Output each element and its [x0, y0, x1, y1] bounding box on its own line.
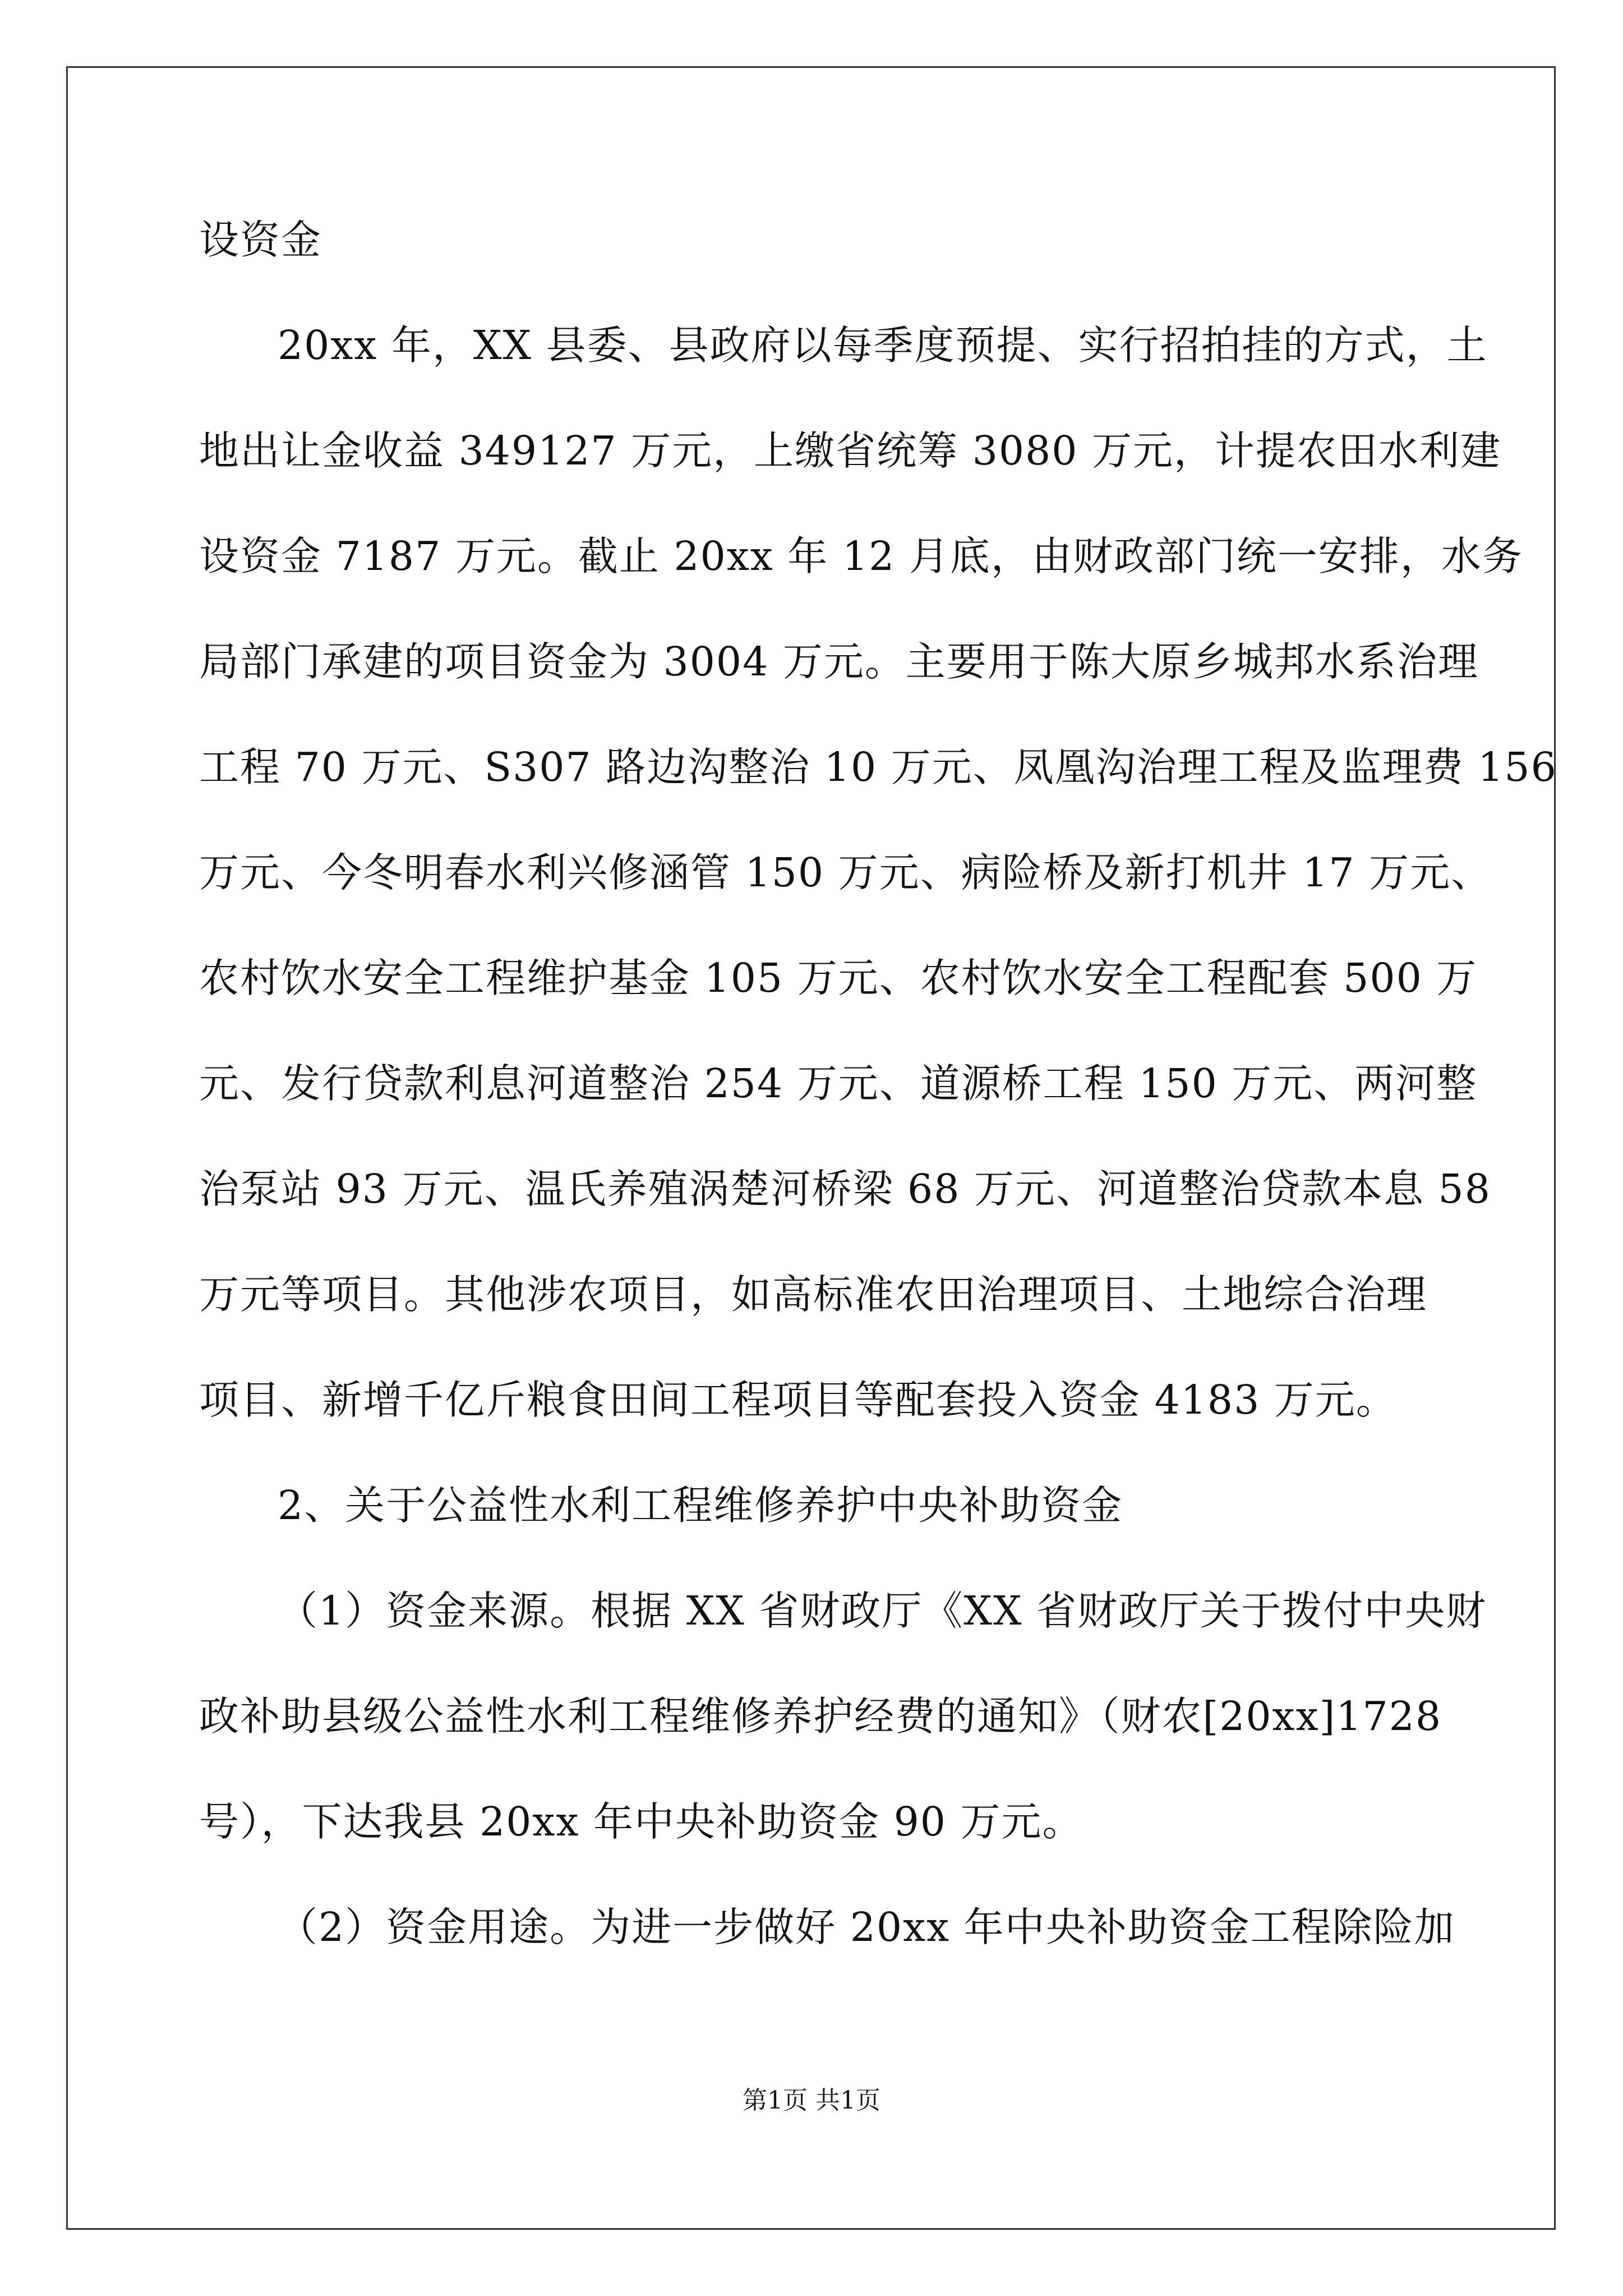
paragraph-first-line: 20xx 年，XX 县委、县政府以每季度预提、实行招拍挂的方式，土 [278, 322, 1488, 369]
text-line: 设资金 [199, 217, 322, 263]
text-line: 设资金 7187 万元。截止 20xx 年 12 月底，由财政部门统一安排，水务 [199, 533, 1523, 579]
text-line: 农村饮水安全工程维护基金 105 万元、农村饮水安全工程配套 500 万 [199, 955, 1478, 1001]
text-line: 万元等项目。其他涉农项目，如高标准农田治理项目、土地综合治理 [199, 1271, 1428, 1318]
text-line: 工程 70 万元、S307 路边沟整治 10 万元、凤凰沟治理工程及监理费 156 [199, 744, 1557, 790]
text-line: 元、发行贷款利息河道整治 254 万元、道源桥工程 150 万元、两河整 [199, 1060, 1478, 1107]
page-footer: 第1页 共1页 [743, 2086, 880, 2115]
text-line: 号），下达我县 20xx 年中央补助资金 90 万元。 [199, 1798, 1083, 1845]
text-line: 政补助县级公益性水利工程维修养护经费的通知》（财农[20xx]1728 [199, 1693, 1442, 1740]
text-line: 地出让金收益 349127 万元，上缴省统筹 3080 万元，计提农田水利建 [199, 427, 1502, 474]
text-line: 项目、新增千亿斤粮食田间工程项目等配套投入资金 4183 万元。 [199, 1377, 1397, 1423]
text-line: 局部门承建的项目资金为 3004 万元。主要用于陈大原乡城邦水系治理 [199, 638, 1479, 685]
paragraph-first-line: （1）资金来源。根据 XX 省财政厅《XX 省财政厅关于拨付中央财 [278, 1588, 1487, 1634]
section-heading: 2、关于公益性水利工程维修养护中央补助资金 [278, 1482, 1123, 1529]
text-line: 治泵站 93 万元、温氏养殖涡楚河桥梁 68 万元、河道整治贷款本息 58 [199, 1166, 1491, 1212]
text-line: 万元、今冬明春水利兴修涵管 150 万元、病险桥及新打机井 17 万元、 [199, 849, 1492, 896]
paragraph-first-line: （2）资金用途。为进一步做好 20xx 年中央补助资金工程除险加 [278, 1904, 1455, 1950]
